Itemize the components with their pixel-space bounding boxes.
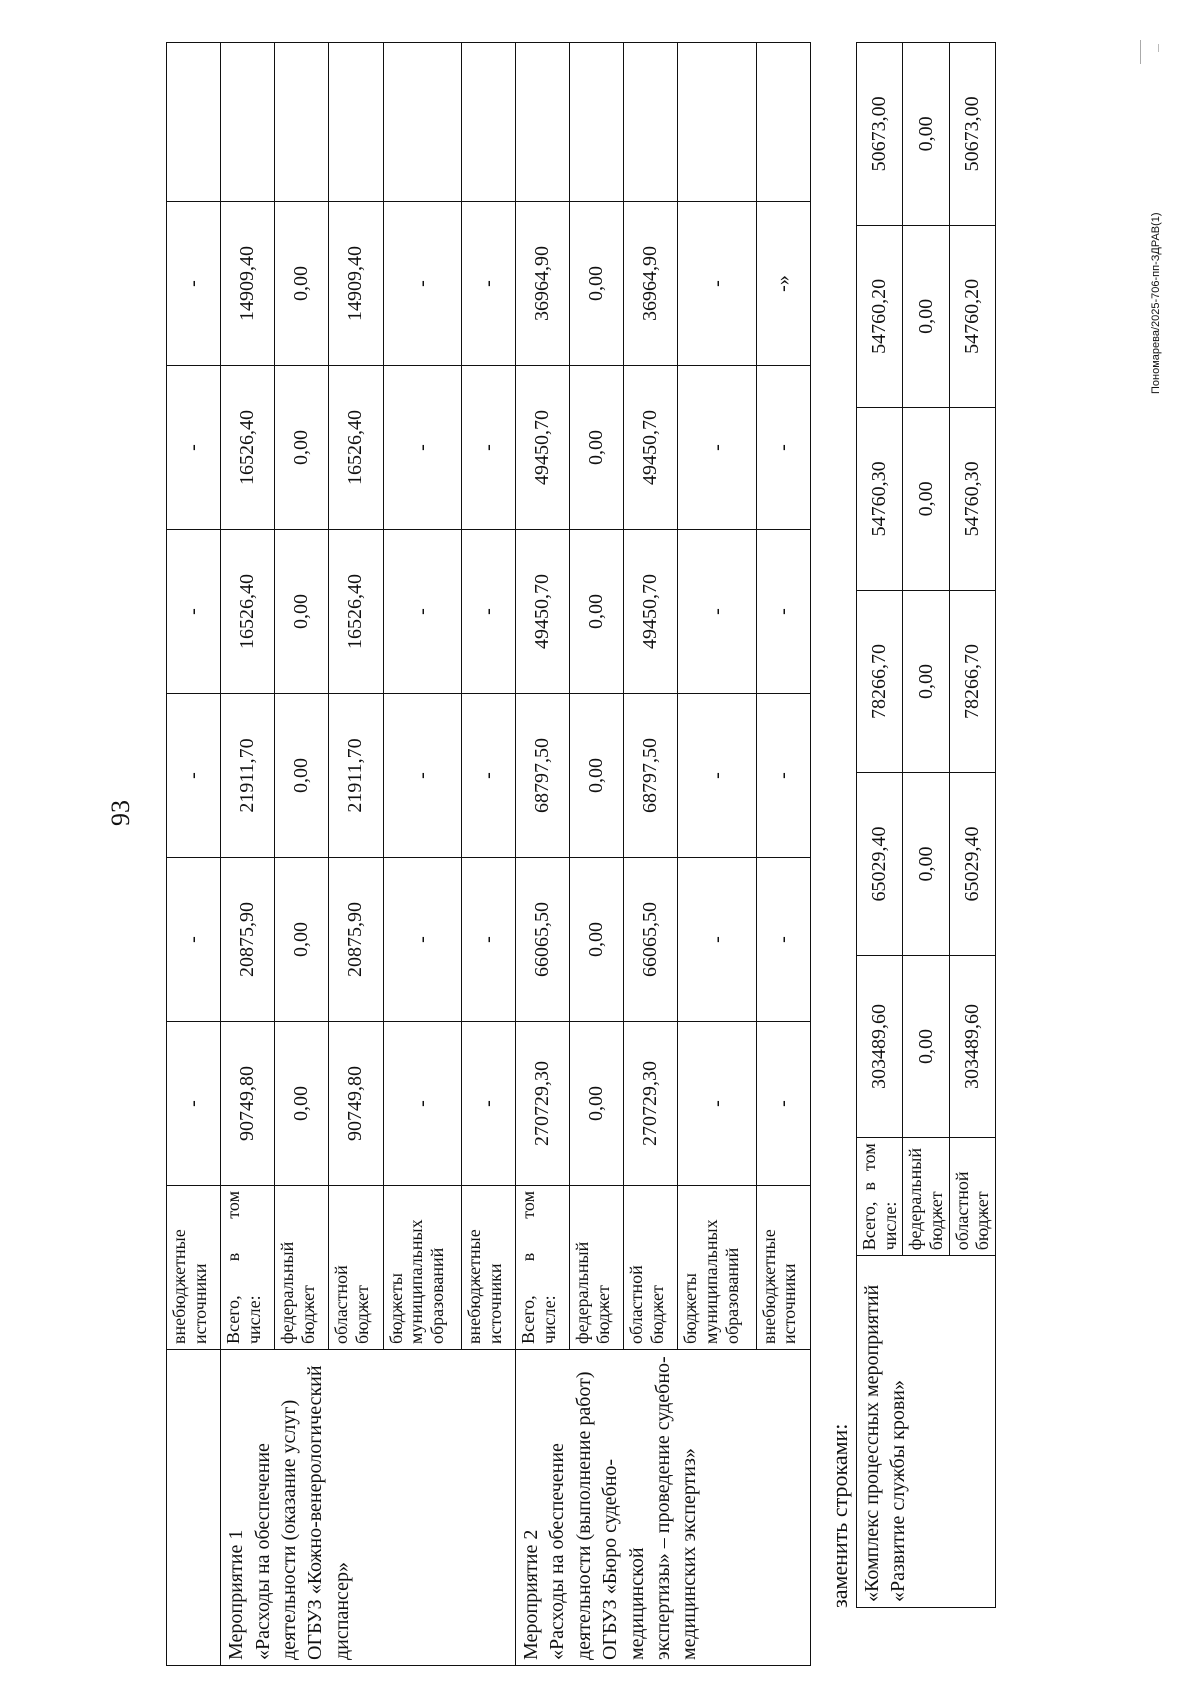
funding-source-label: внебюджетные — [169, 1229, 189, 1344]
table-row — [167, 43, 221, 1666]
funding-source-label: бюджет — [592, 1285, 613, 1344]
measure-name-line: Мероприятие 2 — [520, 1529, 542, 1660]
value-cell: 54760,20 — [949, 225, 995, 408]
measure-name-cell — [857, 1256, 996, 1608]
funding-source-word: в — [518, 1252, 538, 1262]
replace-heading: заменить строками: — [827, 1423, 852, 1608]
funding-source-label: федеральный — [277, 1241, 298, 1344]
document-stamp: Пономарева/2025-706-пп-ЗДРАВ(1) — [1150, 212, 1162, 394]
value-cell: - — [383, 530, 461, 694]
funding-source-label: бюджет — [926, 1191, 947, 1251]
value-cell: 49450,70 — [516, 366, 570, 530]
empty-cell — [329, 43, 383, 202]
measure-name-line: Мероприятие 1 — [225, 1529, 248, 1660]
value-cell: 78266,70 — [857, 590, 903, 773]
value-cell: - — [167, 202, 221, 366]
funding-source-label: числе: — [538, 1295, 559, 1344]
value-cell: 0,00 — [903, 43, 949, 226]
funding-source-label: источники — [189, 1263, 210, 1344]
funding-source-label: источники — [779, 1263, 800, 1344]
funding-source-word: том — [518, 1191, 538, 1219]
value-cell: 16526,40 — [221, 530, 275, 694]
measure-name-line: деятельности (оказание услуг) — [277, 1399, 300, 1660]
value-cell: 16526,40 — [329, 366, 383, 530]
funding-source-word: в — [859, 1182, 879, 1191]
value-cell: 0,00 — [570, 858, 624, 1022]
value-cell: - — [678, 858, 756, 1022]
funding-source-cell — [857, 1138, 903, 1256]
value-cell: - — [756, 530, 810, 694]
value-cell: 20875,90 — [221, 858, 275, 1022]
value-cell: 14909,40 — [221, 202, 275, 366]
funding-table — [166, 42, 811, 1666]
value-cell: 0,00 — [275, 366, 329, 530]
empty-cell — [516, 43, 570, 202]
measure-name-line: ОГБУЗ «Бюро судебно-медицинской — [599, 1458, 648, 1660]
funding-source-label: бюджет — [297, 1285, 318, 1344]
value-cell: 0,00 — [570, 366, 624, 530]
measure-name-cell — [167, 1350, 221, 1666]
value-cell: 78266,70 — [949, 590, 995, 773]
funding-source-word: Всего, — [518, 1295, 538, 1344]
value-cell: 21911,70 — [329, 694, 383, 858]
page-number: 93 — [106, 800, 135, 826]
funding-source-label: числе: — [879, 1201, 900, 1251]
value-cell: 0,00 — [275, 694, 329, 858]
funding-source-label: федеральный — [572, 1241, 593, 1344]
funding-source-label: областной — [951, 1171, 972, 1251]
funding-source-cell — [461, 1186, 515, 1350]
replace-table-container — [826, 42, 996, 1666]
measure-name-line: ОГБУЗ «Кожно-венерологический — [304, 1365, 327, 1660]
measure-name-cell — [516, 1350, 811, 1666]
value-cell: 68797,50 — [624, 694, 678, 858]
value-cell: 0,00 — [570, 1022, 624, 1186]
value-cell: 0,00 — [903, 773, 949, 956]
value-cell: 68797,50 — [516, 694, 570, 858]
funding-source-label: бюджеты — [680, 1273, 701, 1344]
value-cell: - — [678, 1022, 756, 1186]
funding-source-label: федеральный — [905, 1148, 926, 1251]
value-cell: - — [461, 202, 515, 366]
measure-name-line: экспертизы» – проведение судебно- — [651, 1356, 674, 1660]
value-cell: 270729,30 — [624, 1022, 678, 1186]
value-cell: 0,00 — [275, 530, 329, 694]
value-cell: 36964,90 — [624, 202, 678, 366]
value-cell: - — [383, 366, 461, 530]
funding-source-word: том — [859, 1143, 879, 1171]
value-cell: 0,00 — [570, 530, 624, 694]
value-cell: - — [756, 1022, 810, 1186]
empty-cell — [167, 43, 221, 202]
value-cell: -» — [756, 202, 810, 366]
funding-source-cell — [221, 1186, 275, 1350]
measure-name-line: медицинских экспертиз» — [678, 1448, 701, 1660]
value-cell: - — [678, 694, 756, 858]
value-cell: 0,00 — [903, 955, 949, 1138]
value-cell: 50673,00 — [857, 43, 903, 226]
value-cell: - — [461, 858, 515, 1022]
value-cell: 54760,30 — [949, 408, 995, 591]
measure-name-line: «Комплекс процессных мероприятий — [861, 1284, 883, 1602]
value-cell: - — [167, 530, 221, 694]
funding-source-label — [518, 1191, 539, 1344]
funding-source-cell — [329, 1186, 383, 1350]
value-cell: 49450,70 — [516, 530, 570, 694]
funding-source-label: муниципальных — [701, 1219, 722, 1344]
value-cell: 0,00 — [275, 202, 329, 366]
measure-name-cell — [221, 1350, 516, 1666]
value-cell: - — [678, 202, 756, 366]
table-row — [516, 43, 570, 1666]
funding-source-word: в — [223, 1252, 244, 1262]
value-cell: 0,00 — [570, 694, 624, 858]
value-cell: - — [383, 202, 461, 366]
value-cell: 270729,30 — [516, 1022, 570, 1186]
value-cell: 36964,90 — [516, 202, 570, 366]
value-cell: - — [461, 694, 515, 858]
funding-source-cell — [167, 1186, 221, 1350]
replacement-table — [856, 42, 996, 1608]
funding-source-label: числе: — [243, 1295, 264, 1344]
value-cell: 0,00 — [275, 1022, 329, 1186]
funding-source-label: бюджет — [972, 1191, 993, 1251]
empty-cell — [275, 43, 329, 202]
value-cell: - — [756, 694, 810, 858]
value-cell: - — [461, 530, 515, 694]
value-cell: 65029,40 — [949, 773, 995, 956]
value-cell: - — [678, 530, 756, 694]
table-row — [221, 43, 275, 1666]
funding-source-label: источники — [484, 1263, 505, 1344]
value-cell: - — [383, 858, 461, 1022]
funding-source-cell — [678, 1186, 756, 1350]
funding-source-word: Всего, — [859, 1201, 879, 1251]
value-cell: 66065,50 — [516, 858, 570, 1022]
value-cell: 0,00 — [903, 590, 949, 773]
funding-source-label: муниципальных — [406, 1219, 427, 1344]
value-cell: 0,00 — [275, 858, 329, 1022]
empty-cell — [756, 43, 810, 202]
funding-source-cell — [756, 1186, 810, 1350]
value-cell: - — [461, 366, 515, 530]
funding-source-cell — [383, 1186, 461, 1350]
funding-source-label: образований — [426, 1247, 447, 1344]
funding-source-cell — [624, 1186, 678, 1350]
measure-name-line: «Расходы на обеспечение — [251, 1443, 274, 1660]
funding-source-label — [859, 1143, 880, 1250]
funding-source-label: образований — [721, 1247, 742, 1344]
value-cell: 303489,60 — [857, 955, 903, 1138]
funding-source-label — [223, 1191, 244, 1344]
measure-name-line: «Развитие службы крови» — [887, 1380, 909, 1602]
value-cell: 49450,70 — [624, 366, 678, 530]
value-cell: - — [167, 1022, 221, 1186]
main-table-container — [166, 42, 811, 1666]
funding-source-label: областной — [331, 1265, 352, 1344]
value-cell: 0,00 — [903, 225, 949, 408]
funding-source-cell — [516, 1186, 570, 1350]
funding-source-label: внебюджетные — [463, 1229, 484, 1344]
value-cell: - — [167, 366, 221, 530]
value-cell: 49450,70 — [624, 530, 678, 694]
value-cell: 0,00 — [903, 408, 949, 591]
value-cell: - — [383, 694, 461, 858]
funding-source-label: внебюджетные — [758, 1229, 779, 1344]
value-cell: 65029,40 — [857, 773, 903, 956]
value-cell: - — [461, 1022, 515, 1186]
value-cell: 14909,40 — [329, 202, 383, 366]
empty-cell — [570, 43, 624, 202]
value-cell: 21911,70 — [221, 694, 275, 858]
empty-cell — [461, 43, 515, 202]
funding-source-label: бюджет — [352, 1285, 373, 1344]
value-cell: 20875,90 — [329, 858, 383, 1022]
value-cell: 54760,30 — [857, 408, 903, 591]
measure-name-line: «Расходы на обеспечение — [546, 1443, 569, 1660]
value-cell: 90749,80 — [329, 1022, 383, 1186]
funding-source-cell — [275, 1186, 329, 1350]
value-cell: - — [756, 858, 810, 1022]
funding-source-word: Всего, — [223, 1295, 244, 1344]
value-cell: - — [167, 858, 221, 1022]
value-cell: 16526,40 — [221, 366, 275, 530]
funding-source-cell — [949, 1138, 995, 1256]
table-row — [857, 43, 903, 1608]
funding-source-cell — [903, 1138, 949, 1256]
funding-source-label: бюджет — [646, 1285, 667, 1344]
value-cell: - — [167, 694, 221, 858]
value-cell: 16526,40 — [329, 530, 383, 694]
value-cell: - — [383, 1022, 461, 1186]
empty-cell — [624, 43, 678, 202]
value-cell: 66065,50 — [624, 858, 678, 1022]
value-cell: 0,00 — [570, 202, 624, 366]
value-cell: 54760,20 — [857, 225, 903, 408]
value-cell: 50673,00 — [949, 43, 995, 226]
value-cell: - — [678, 366, 756, 530]
value-cell: 303489,60 — [949, 955, 995, 1138]
funding-source-label: бюджеты — [385, 1273, 406, 1344]
funding-source-cell — [570, 1186, 624, 1350]
funding-source-word: том — [223, 1191, 244, 1219]
edge-mark — [1158, 44, 1159, 52]
empty-cell — [221, 43, 275, 202]
value-cell: 90749,80 — [221, 1022, 275, 1186]
measure-name-line: диспансер» — [330, 1561, 353, 1660]
measure-name-line: деятельности (выполнение работ) — [572, 1371, 595, 1660]
funding-source-label: областной — [626, 1265, 647, 1344]
empty-cell — [383, 43, 461, 202]
value-cell: - — [756, 366, 810, 530]
edge-mark — [1140, 40, 1141, 64]
empty-cell — [678, 43, 756, 202]
